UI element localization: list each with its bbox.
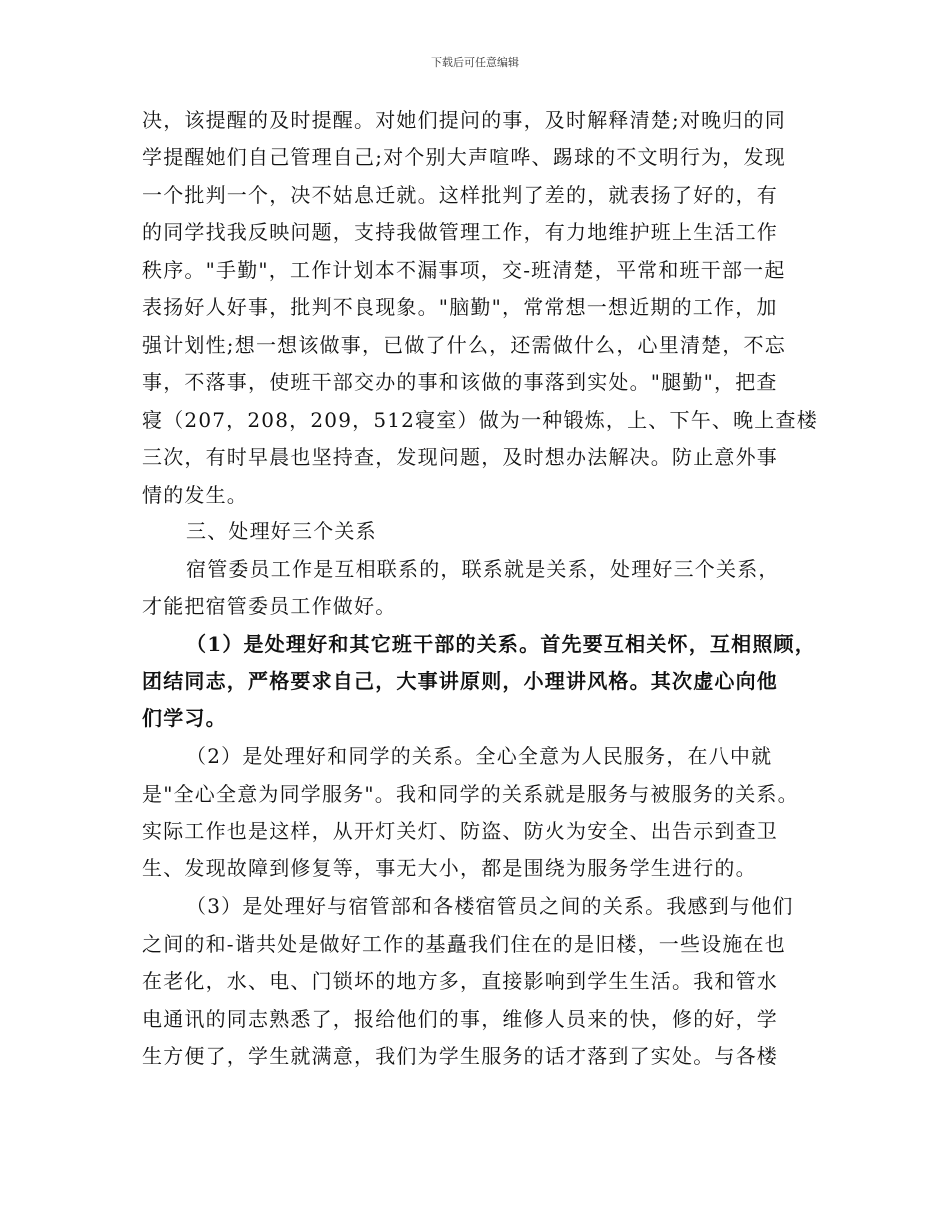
paragraph-line: 在老化，水、电、门锁坏的地方多，直接影响到学生生活。我和管水 (142, 969, 778, 993)
paragraph-line: 实际工作也是这样，从开灯关灯、防盗、防火为安全、出告示到查卫 (142, 819, 778, 843)
paragraph-line: 一个批判一个，决不姑息迁就。这样批判了差的，就表扬了好的，有 (142, 183, 778, 207)
paragraph-line: 表扬好人好事，批判不良现象。"脑勤"，常常想一想近期的工作，加 (142, 295, 778, 319)
paragraph-line: 才能把宿管委员工作做好。 (142, 594, 397, 618)
paragraph-line: 团结同志，严格要求自己，大事讲原则，小理讲风格。其次虚心向他 (142, 669, 778, 693)
paragraph-line: （1）是处理好和其它班干部的关系。首先要互相关怀，互相照顾， (186, 632, 816, 656)
paragraph-line: 强计划性;想一想该做事，已做了什么，还需做什么，心里清楚，不忘 (142, 333, 786, 357)
paragraph-line: 之间的和-谐共处是做好工作的基矗我们住在的是旧楼，一些设施在也 (142, 932, 786, 956)
paragraph-line: 寝（207，208，209，512寝室）做为一种锻炼，上、下午、晚上查楼 (142, 408, 818, 432)
page-header: 下载后可任意编辑 (431, 56, 519, 69)
paragraph-line: 学提醒她们自己管理自己;对个别大声喧哗、踢球的不文明行为，发现 (142, 145, 786, 169)
paragraph-line: 电通讯的同志熟悉了，报给他们的事，维修人员来的快，修的好，学 (142, 1007, 778, 1031)
paragraph-line: （2）是处理好和同学的关系。全心全意为人民服务，在八中就 (186, 744, 773, 768)
paragraph-line: （3）是处理好与宿管部和各楼宿管员之间的关系。我感到与他们 (186, 894, 794, 918)
paragraph-line: 三、处理好三个关系 (186, 519, 377, 543)
paragraph-line: 的同学找我反映问题，支持我做管理工作，有力地维护班上生活工作 (142, 220, 778, 244)
paragraph-line: 决，该提醒的及时提醒。对她们提问的事，及时解释清楚;对晚归的同 (142, 108, 786, 132)
paragraph-line: 秩序。"手勤"，工作计划本不漏事项，交-班清楚，平常和班干部一起 (142, 258, 786, 282)
paragraph-line: 三次，有时早晨也坚持查，发现问题，及时想办法解决。防止意外事 (142, 445, 778, 469)
paragraph-line: 情的发生。 (142, 483, 248, 507)
paragraph-line: 生、发现故障到修复等，事无大小，都是围绕为服务学生进行的。 (142, 856, 757, 880)
paragraph-line: 事，不落事，使班干部交办的事和该做的事落到实处。"腿勤"，把查 (142, 370, 778, 394)
paragraph-line: 生方便了，学生就满意，我们为学生服务的话才落到了实处。与各楼 (142, 1044, 778, 1068)
paragraph-line: 们学习。 (142, 706, 227, 730)
paragraph-line: 是"全心全意为同学服务"。我和同学的关系就是服务与被服务的关系。 (142, 782, 799, 806)
paragraph-line: 宿管委员工作是互相联系的，联系就是关系，处理好三个关系， (186, 557, 780, 581)
